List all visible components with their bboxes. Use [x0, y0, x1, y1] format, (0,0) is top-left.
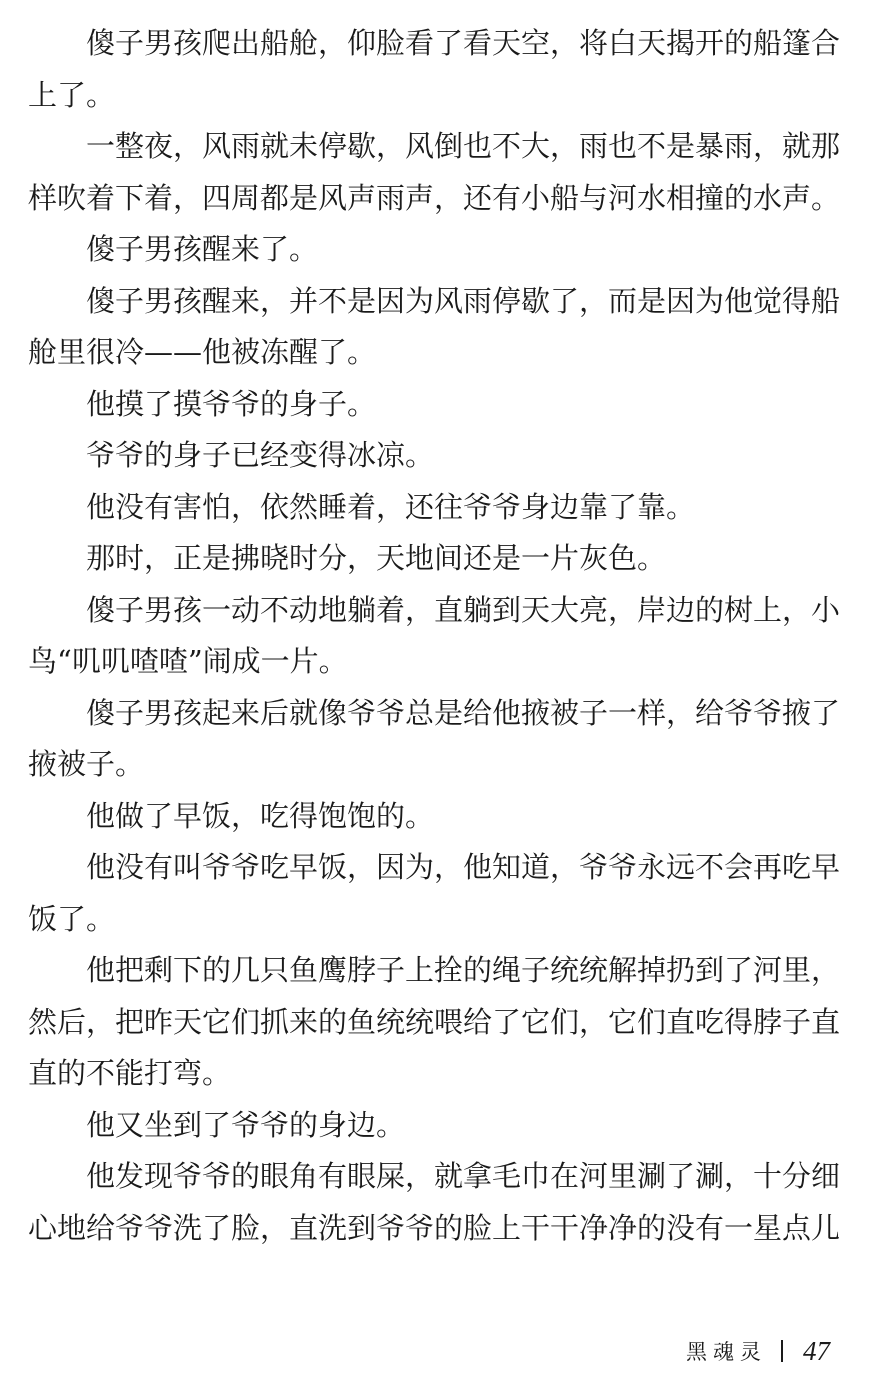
footer-divider	[781, 1340, 783, 1362]
paragraph: 他发现爷爷的眼角有眼屎，就拿毛巾在河里涮了涮，十分细心地给爷爷洗了脸，直洗到爷爷的脸上干干净净的没有一星点儿	[28, 1159, 841, 1245]
page-footer	[686, 1333, 830, 1369]
page-number: 47	[803, 1335, 830, 1366]
paragraph: 傻子男孩爬出船舱，仰脸看了看天空，将白天揭开的船篷合上了。	[28, 26, 841, 112]
paragraph: 那时，正是拂晓时分，天地间还是一片灰色。	[86, 541, 667, 575]
paragraph: 他做了早饭，吃得饱饱的。	[86, 798, 435, 833]
paragraph: 傻子男孩一动不动地躺着，直躺到天大亮，岸边的树上，小鸟“叽叽喳喳”闹成一片。	[28, 592, 841, 678]
paragraph: 傻子男孩起来后就像爷爷总是给他掖被子一样，给爷爷掖了掖被子。	[28, 695, 841, 781]
paragraph: 一整夜，风雨就未停歇，风倒也不大，雨也不是暴雨，就那样吹着下着，四周都是风声雨声，还有小船与河水相撞的水声。	[28, 129, 841, 215]
paragraph: 傻子男孩醒来了。	[86, 232, 319, 266]
running-title: 黑魂灵	[686, 1340, 767, 1364]
paragraph: 爷爷的身子已经变得冰凉。	[86, 438, 435, 472]
paragraph: 他把剩下的几只鱼鹰脖子上拴的绳子统统解掉扔到了河里，然后，把昨天它们抓来的鱼统统喂给了它们，它们直吃得脖子直直的不能打弯。	[28, 953, 841, 1090]
paragraph: 他摸了摸爷爷的身子。	[86, 386, 377, 421]
paragraph: 傻子男孩醒来，并不是因为风雨停歇了，而是因为他觉得船舱里很冷——他被冻醒了。	[28, 283, 841, 369]
paragraph: 他没有害怕，依然睡着，还往爷爷身边靠了靠。	[86, 489, 696, 524]
paragraph: 他又坐到了爷爷的身边。	[86, 1107, 406, 1142]
body-text	[28, 18, 840, 1254]
paragraph: 他没有叫爷爷吃早饭，因为，他知道，爷爷永远不会再吃早饭了。	[28, 850, 841, 936]
